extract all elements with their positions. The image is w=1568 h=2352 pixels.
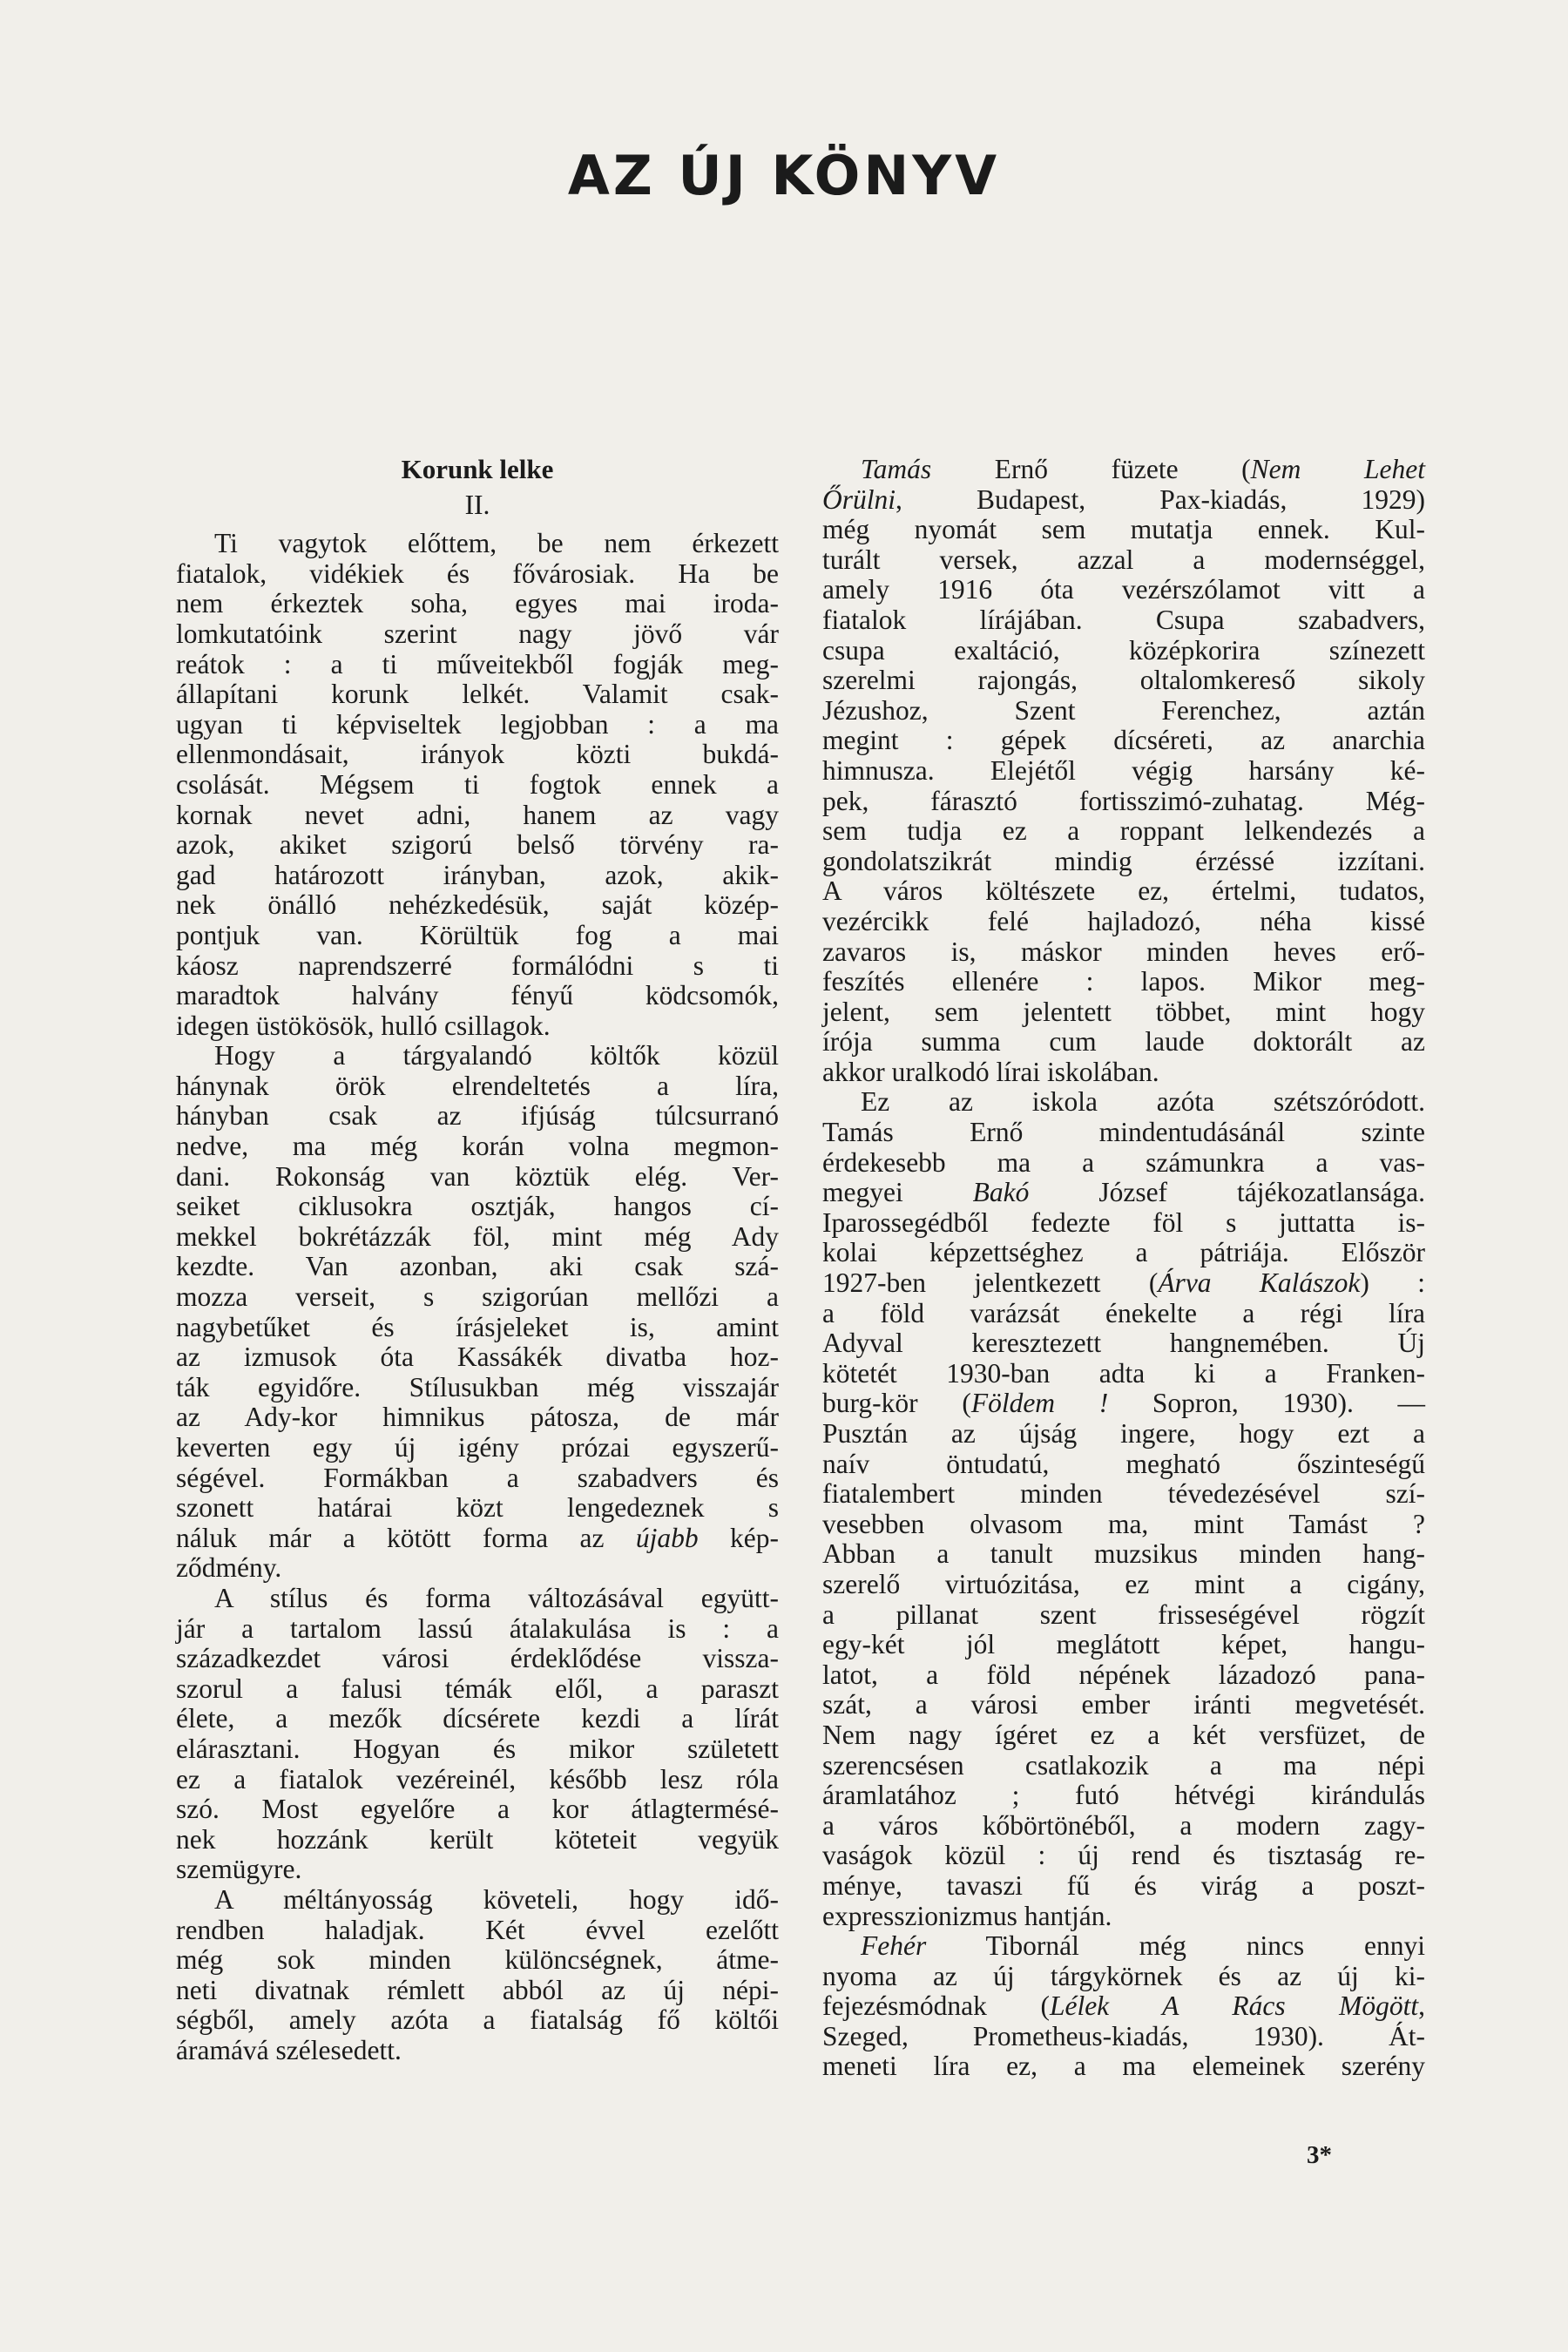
text-line: A méltányosság követeli, hogy idő- — [214, 1883, 779, 1915]
text-line: dani. Rokonság van köztük elég. Ver- — [176, 1160, 779, 1192]
page-title: AZ ÚJ KÖNYV — [567, 144, 1001, 207]
text-line: egy-két jól meglátott képet, hangu- — [822, 1629, 1425, 1660]
text-line: A stílus és forma változásával együtt- — [214, 1582, 779, 1613]
text-line: fejezésmódnak (Lélek A Rács Mögött, — [822, 1990, 1425, 2022]
text-line: élete, a mezők dícsérete kezdi a lírát — [176, 1703, 779, 1734]
text-line: A város költészete ez, értelmi, tudatos, — [822, 875, 1425, 907]
text-line: himnusza. Elejétől végig harsány ké- — [822, 754, 1425, 786]
text-line: még sok minden különcségnek, átme- — [176, 1944, 779, 1976]
text-line: Ti vagytok előttem, be nem érkezett — [214, 528, 779, 559]
text-line: szerelő virtuózitása, ez mint a cigány, — [822, 1568, 1425, 1599]
text-line: fiatalembert minden tévedezésével szí- — [822, 1478, 1425, 1510]
text-line: megyei Bakó József tájékozatlansága. — [822, 1177, 1425, 1208]
text-line: nagybetűket és írásjeleket is, amint — [176, 1311, 779, 1342]
text-line: nyoma az új tárgykörnek és az új ki- — [822, 1960, 1425, 1991]
text-line: ugyan ti képviseltek legjobban : a ma — [176, 708, 779, 740]
text-line: Nem nagy ígéret ez a két versfüzet, de — [822, 1719, 1425, 1750]
text-line: feszítés ellenére : lapos. Mikor meg- — [822, 966, 1425, 997]
left-column — [176, 455, 779, 2065]
text-line: Abban a tanult muzsikus minden hang- — [822, 1538, 1425, 1570]
text-line: rendben haladjak. Két évvel ezelőtt — [176, 1914, 779, 1945]
text-line: Őrülni, Budapest, Pax-kiadás, 1929) — [822, 483, 1425, 515]
text-line: áramlatához ; futó hétvégi kirándulás — [822, 1780, 1425, 1811]
text-line: szát, a városi ember iránti megvetését. — [822, 1689, 1425, 1720]
text-line: naív öntudatú, megható őszinteségű — [822, 1448, 1425, 1479]
text-line: nek hozzánk került köteteit vegyük — [176, 1823, 779, 1855]
text-line: ellenmondásait, irányok közti bukdá- — [176, 739, 779, 770]
text-line: sem tudja ez a roppant lelkendezés a — [822, 815, 1425, 847]
text-line: az Ady-kor himnikus pátosza, de már — [176, 1402, 779, 1433]
text-line: Tamás Ernő mindentudásánál szinte — [822, 1117, 1425, 1148]
text-line: nedve, ma még korán volna megmon- — [176, 1131, 779, 1162]
text-line: csolását. Mégsem ti fogtok ennek a — [176, 768, 779, 800]
text-line: keverten egy új igény prózai egyszerű- — [176, 1432, 779, 1463]
text-line: hányban csak az ifjúság túlcsurranó — [176, 1100, 779, 1132]
text-line: ségével. Formákban a szabadvers és — [176, 1462, 779, 1493]
text-line: akkor uralkodó lírai iskolában. — [822, 1056, 1159, 1087]
text-line: írója summa cum laude doktorált az — [822, 1026, 1425, 1058]
text-line: Tamás Ernő füzete (Nem Lehet — [861, 454, 1425, 484]
section-number: II. — [464, 489, 490, 520]
text-line: azok, akiket szigorú belső törvény ra- — [176, 829, 779, 861]
text-line: zavaros is, máskor minden heves erő- — [822, 936, 1425, 967]
text-line: reátok : a ti műveitekből fogják meg- — [176, 648, 779, 679]
text-line: szonett határai közt lengedeznek s — [176, 1492, 779, 1524]
text-line: gad határozott irányban, azok, akik- — [176, 859, 779, 890]
text-line: Jézushoz, Szent Ferenchez, aztán — [822, 694, 1425, 726]
text-line: ménye, tavaszi fű és virág a poszt- — [822, 1869, 1425, 1901]
text-line: Fehér Tibornál még nincs ennyi — [861, 1930, 1425, 1962]
text-line: meneti líra ez, a ma elemeinek szerény — [822, 2051, 1425, 2082]
text-line: ez a fiatalok vezéreinél, később lesz róla — [176, 1763, 779, 1794]
text-line: pontjuk van. Körültük fog a mai — [176, 919, 779, 950]
text-line: érdekesebb ma a számunkra a vas- — [822, 1146, 1425, 1178]
text-line: csupa exaltáció, középkorira színezett — [822, 634, 1425, 666]
text-line: vesebben olvasom ma, mint Tamást ? — [822, 1508, 1425, 1539]
text-line: kornak nevet adni, hanem az vagy — [176, 799, 779, 830]
text-line: amely 1916 óta vezérszólamot vitt a — [822, 574, 1425, 605]
text-line: kolai képzettséghez a pátriája. Először — [822, 1237, 1425, 1268]
page-number: 3* — [1307, 2141, 1332, 2169]
text-line: Iparossegédből fedezte föl s juttatta is- — [822, 1206, 1425, 1238]
text-line: nek önálló nehézkedésük, saját közép- — [176, 889, 779, 921]
text-line: a pillanat szent frisseségével rögzít — [822, 1598, 1425, 1630]
right-column — [822, 455, 1425, 2082]
text-line: ták egyidőre. Stílusukban még visszajár — [176, 1371, 779, 1402]
text-line: elárasztani. Hogyan és mikor született — [176, 1733, 779, 1764]
text-line: ségből, amely azóta a fiatalság fő költői — [176, 2004, 779, 2036]
text-line: kezdte. Van azonban, aki csak szá- — [176, 1251, 779, 1282]
text-line: vaságok közül : új rend és tisztaság re- — [822, 1840, 1425, 1871]
text-line: turált versek, azzal a modernséggel, — [822, 544, 1425, 575]
text-line: szerencsésen csatlakozik a ma népi — [822, 1749, 1425, 1781]
text-line: mozza verseit, s szigorúan mellőzi a — [176, 1281, 779, 1313]
text-line: szó. Most egyelőre a kor átlagtermésé- — [176, 1794, 779, 1825]
text-line: a föld varázsát énekelte a régi líra — [822, 1297, 1425, 1328]
text-line: neti divatnak rémlett abból az új népi- — [176, 1974, 779, 2005]
text-line: áramává szélesedett. — [176, 2034, 402, 2065]
text-line: az izmusok óta Kassákék divatba hoz- — [176, 1342, 779, 1373]
text-line: még nyomát sem mutatja ennek. Kul- — [822, 514, 1425, 545]
text-line: náluk már a kötött forma az újabb kép- — [176, 1522, 779, 1553]
text-line: ződmény. — [176, 1552, 282, 1584]
text-line: seiket ciklusokra osztják, hangos cí- — [176, 1191, 779, 1222]
text-line: fiatalok, vidékiek és fővárosiak. Ha be — [176, 558, 779, 589]
text-line: pek, fárasztó fortisszimó-zuhatag. Még- — [822, 785, 1425, 816]
text-line: Adyval keresztezett hangnemében. Új — [822, 1328, 1425, 1359]
text-line: állapítani korunk lelkét. Valamit csak- — [176, 679, 779, 710]
text-line: idegen üstökösök, hulló csillagok. — [176, 1010, 551, 1041]
text-line: hánynak örök elrendeltetés a líra, — [176, 1070, 779, 1101]
text-line: mekkel bokrétázzák föl, mint még Ady — [176, 1220, 779, 1252]
text-line: Hogy a tárgyalandó költők közül — [214, 1040, 779, 1071]
text-line: latot, a föld népének lázadozó pana- — [822, 1659, 1425, 1690]
text-line: burg-kör (Földem ! Sopron, 1930). — — [822, 1388, 1426, 1419]
text-line: vezércikk felé hajladozó, néha kissé — [822, 905, 1425, 936]
text-line: szerelmi rajongás, oltalomkereső sikoly — [822, 665, 1425, 696]
section-heading: Korunk lelke — [401, 454, 554, 484]
text-line: jár a tartalom lassú átalakulása is : a — [176, 1612, 779, 1644]
text-line: gondolatszikrát mindig érzéssé izzítani. — [822, 845, 1425, 876]
text-line: megint : gépek dícséreti, az anarchia — [822, 725, 1425, 756]
text-line: fiatalok lírájában. Csupa szabadvers, — [822, 604, 1425, 635]
text-line: maradtok halvány fényű ködcsomók, — [176, 980, 779, 1011]
text-line: a város kőbörtönéből, a modern zagy- — [822, 1809, 1425, 1841]
text-line: nem érkeztek soha, egyes mai iroda- — [176, 588, 779, 619]
text-line: századkezdet városi érdeklődése vissza- — [176, 1643, 779, 1674]
text-line: Pusztán az újság ingere, hogy ezt a — [822, 1418, 1425, 1449]
text-line: Szeged, Prometheus-kiadás, 1930). Át- — [822, 2020, 1425, 2051]
text-line: kötetét 1930-ban adta ki a Franken- — [822, 1357, 1425, 1389]
text-line: Ez az iskola azóta szétszóródott. — [861, 1086, 1425, 1118]
text-line: expresszionizmus hantján. — [822, 1900, 1112, 1931]
text-line: szorul a falusi témák elől, a paraszt — [176, 1673, 779, 1704]
text-line: lomkutatóink szerint nagy jövő vár — [176, 618, 779, 649]
text-line: szemügyre. — [176, 1854, 302, 1885]
text-line: káosz naprendszerré formálódni s ti — [176, 950, 779, 981]
text-line: 1927-ben jelentkezett (Árva Kalászok) : — [822, 1267, 1425, 1299]
text-line: jelent, sem jelentett többet, mint hogy — [822, 996, 1425, 1027]
